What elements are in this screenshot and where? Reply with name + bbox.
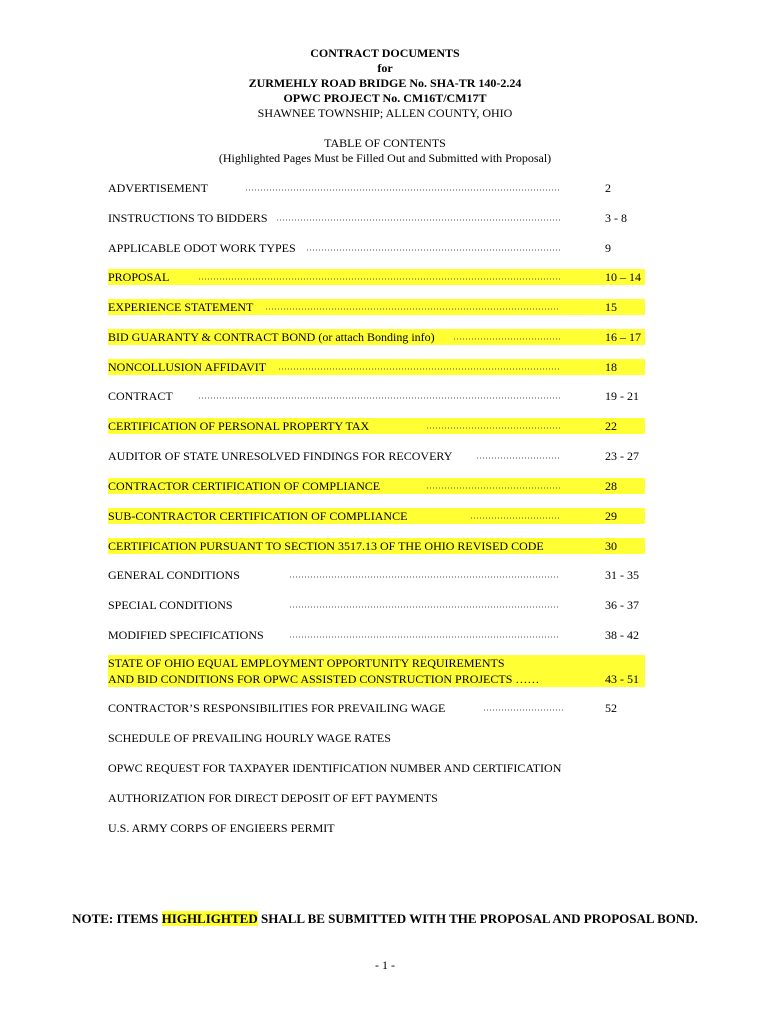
- dot-leader: [483, 709, 565, 711]
- toc-entry-label: CONTRACTOR CERTIFICATION OF COMPLIANCE: [108, 479, 381, 493]
- dot-leader: [198, 397, 560, 399]
- toc-entry-pages: 43 - 51: [605, 672, 639, 686]
- toc-entry-pages: 28: [605, 479, 617, 493]
- note-suffix: SHALL BE SUBMITTED WITH THE PROPOSAL AND PROPOSAL BOND.: [257, 911, 698, 926]
- toc-entry: [108, 240, 648, 256]
- highlight-bar: [108, 269, 645, 285]
- toc-entry-label: APPLICABLE ODOT WORK TYPES: [108, 241, 296, 255]
- toc-entry: [108, 448, 648, 464]
- toc-entry-label: CONTRACT: [108, 389, 173, 403]
- toc-entry: [108, 418, 648, 434]
- toc-entry-label: SUB-CONTRACTOR CERTIFICATION OF COMPLIANCE: [108, 509, 408, 523]
- header-location: SHAWNEE TOWNSHIP; ALLEN COUNTY, OHIO: [257, 106, 513, 120]
- dot-leader: [426, 487, 560, 489]
- toc-entry: [108, 359, 648, 375]
- dot-leader: [289, 606, 560, 608]
- toc-entry: [108, 508, 648, 524]
- toc-entry-label: EXPERIENCE STATEMENT: [108, 300, 254, 314]
- dot-leader: [278, 368, 560, 370]
- toc-entry-eeo: [108, 655, 648, 687]
- toc-entry-leader: ……: [515, 672, 540, 686]
- toc-entry-label: ADVERTISEMENT: [108, 181, 208, 195]
- toc-entry-pages: 9: [605, 241, 611, 255]
- toc-entry-pages: 16 – 17: [605, 330, 641, 344]
- toc-entry-label: MODIFIED SPECIFICATIONS: [108, 628, 264, 642]
- toc-entry-pages: 15: [605, 300, 617, 314]
- dot-leader: [476, 457, 560, 459]
- toc-entry-label: INSTRUCTIONS TO BIDDERS: [108, 211, 268, 225]
- header-title: CONTRACT DOCUMENTS: [310, 46, 460, 60]
- dot-leader: [470, 517, 560, 519]
- toc-entry-pages: 31 - 35: [605, 568, 639, 582]
- toc-entry-label: OPWC REQUEST FOR TAXPAYER IDENTIFICATION NUMBER AND CERTIFICATION: [108, 761, 562, 775]
- toc-entry: [108, 388, 648, 404]
- toc-entry-pages: 19 - 21: [605, 389, 639, 403]
- toc-entry-pages: 22: [605, 419, 617, 433]
- toc-entry: [108, 269, 648, 285]
- toc-entry-label: STATE OF OHIO EQUAL EMPLOYMENT OPPORTUNITY REQUIREMENTS: [108, 656, 505, 670]
- header-opwc-project: OPWC PROJECT No. CM16T/CM17T: [283, 91, 487, 105]
- toc-attachment-item: [108, 820, 648, 836]
- toc-entry-pages: 18: [605, 360, 617, 374]
- toc-entry-pages: 52: [605, 701, 617, 715]
- dot-leader: [453, 338, 560, 340]
- document-header: [0, 46, 770, 121]
- dot-leader: [289, 636, 560, 638]
- toc-entry: [108, 329, 648, 345]
- toc-entry-wage: [108, 700, 648, 716]
- toc-attachment-item: [108, 760, 648, 776]
- toc-title: TABLE OF CONTENTS: [324, 136, 446, 150]
- dot-leader: [265, 308, 560, 310]
- toc-entry-label: NONCOLLUSION AFFIDAVIT: [108, 360, 267, 374]
- dot-leader: [289, 576, 560, 578]
- toc-entry-label: GENERAL CONDITIONS: [108, 568, 240, 582]
- toc-attachment-item: [108, 790, 648, 806]
- note-highlighted-word: HIGHLIGHTED: [161, 911, 258, 926]
- dot-leader: [198, 278, 560, 280]
- toc-entry-label: U.S. ARMY CORPS OF ENGIEERS PERMIT: [108, 821, 335, 835]
- toc-entry: [108, 180, 648, 196]
- toc-attachment-item: [108, 730, 648, 746]
- toc-entry-label: SPECIAL CONDITIONS: [108, 598, 233, 612]
- toc-entry-pages: 36 - 37: [605, 598, 639, 612]
- toc-entry-pages: 38 - 42: [605, 628, 639, 642]
- header-for: for: [377, 61, 393, 75]
- dot-leader: [426, 427, 560, 429]
- header-project-bridge: ZURMEHLY ROAD BRIDGE No. SHA-TR 140-2.24: [248, 76, 522, 90]
- toc-entry: [108, 299, 648, 315]
- toc-entry-label: CERTIFICATION OF PERSONAL PROPERTY TAX: [108, 419, 370, 433]
- dot-leader: [306, 249, 560, 251]
- toc-entry: [108, 210, 648, 226]
- toc-entry: [108, 597, 648, 613]
- toc-entry: [108, 567, 648, 583]
- page-number: - 1 -: [375, 958, 395, 972]
- toc-entry-pages: 23 - 27: [605, 449, 639, 463]
- toc-entry-pages: 29: [605, 509, 617, 523]
- toc-entry-pages: 10 – 14: [605, 270, 641, 284]
- note-prefix: NOTE: ITEMS: [72, 911, 162, 926]
- toc-entry-label: AND BID CONDITIONS FOR OPWC ASSISTED CONSTRUCTION PROJECTS ……: [108, 672, 540, 686]
- toc-entry-pages: 30: [605, 539, 617, 553]
- dot-leader: [245, 189, 560, 191]
- toc-entry-label: AUTHORIZATION FOR DIRECT DEPOSIT OF EFT PAYMENTS: [108, 791, 438, 805]
- toc-entry: [108, 478, 648, 494]
- toc-entry-label: PROPOSAL: [108, 270, 170, 284]
- toc-entry-label: BID GUARANTY & CONTRACT BOND (or attach Bonding info): [108, 330, 435, 344]
- toc-entry-label: CONTRACTOR’S RESPONSIBILITIES FOR PREVAILING WAGE: [108, 701, 446, 715]
- dot-leader: [276, 219, 560, 221]
- toc-entry: [108, 538, 648, 554]
- toc-entry: [108, 627, 648, 643]
- toc-entry-label: SCHEDULE OF PREVAILING HOURLY WAGE RATES: [108, 731, 391, 745]
- toc-entry-label: CERTIFICATION PURSUANT TO SECTION 3517.13 OF THE OHIO REVISED CODE: [108, 539, 544, 553]
- toc-entry-pages: 3 - 8: [605, 211, 627, 225]
- toc-entry-pages: 2: [605, 181, 611, 195]
- toc-entry-label: AUDITOR OF STATE UNRESOLVED FINDINGS FOR RECOVERY: [108, 449, 453, 463]
- submission-note: [60, 910, 710, 928]
- toc-subtitle: (Highlighted Pages Must be Filled Out and Submitted with Proposal): [218, 151, 552, 165]
